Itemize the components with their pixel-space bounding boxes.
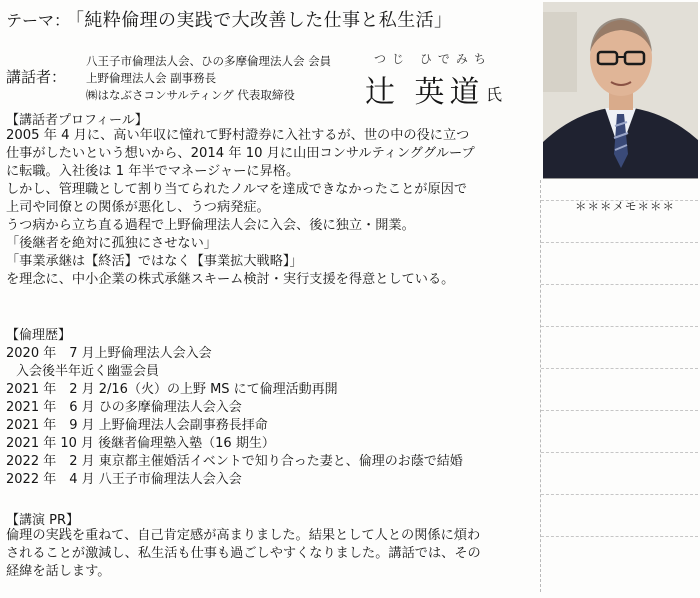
speaker-photo <box>543 2 698 179</box>
profile-line: 「事業承継は【終活】ではなく【事業拡大戦略】」 <box>6 254 303 269</box>
memo-panel <box>540 180 698 592</box>
profile-heading: 【講話者プロフィール】 <box>6 113 148 128</box>
name-suffix: 氏 <box>486 85 503 104</box>
history-item: 2021 年 2 月 2/16（火）の上野 MS にて倫理活動再開 <box>6 382 338 397</box>
name-reading: つじ ひでみち <box>374 52 492 66</box>
pr-line: 倫理の実践を重ねて、自己肯定感が高まりました。結果として人との関係に煩わ <box>6 528 481 543</box>
history-item: 2022 年 2 月 東京都主催婚活イベントで知り合った妻と、倫理のお蔭で結婚 <box>6 454 463 469</box>
lecturer-label: 講話者： <box>6 68 67 86</box>
pr-line: されることが激減し、私生活も仕事も過ごしやすくなりました。講話では、その <box>6 546 481 561</box>
profile-line: 2005 年 4 月に、高い年収に憧れて野村證券に入社するが、世の中の役に立つ <box>6 128 470 143</box>
profile-line: しかし、管理職として割り当てられたノルマを達成できなかったことが原因で <box>6 182 468 197</box>
history-item: 2020 年 7 月上野倫理法人会入会 <box>6 346 212 361</box>
history-item: 2021 年 10 月 後継者倫理塾入塾（16 期生） <box>6 436 275 451</box>
profile-text <box>6 127 475 289</box>
affiliation-line: 上野倫理法人会 副事務長 <box>86 71 217 85</box>
theme-label: テーマ： <box>6 11 71 30</box>
profile-line: 上司や同僚との関係が悪化し、うつ病発症。 <box>6 200 270 215</box>
profile-line: に転職。入社後は 1 年半でマネージャーに昇格。 <box>6 164 300 179</box>
memo-title: ＊＊＊メモ＊＊＊ <box>575 199 675 213</box>
affiliation-line: ㈱はなぶさコンサルティング 代表取締役 <box>86 88 295 102</box>
profile-line: 仕事がしたいという想いから、2014 年 10 月に山田コンサルティンググループ <box>6 146 475 161</box>
history-item: 入会後半年近く幽霊会員 <box>16 364 160 379</box>
talk-title: 「純粋倫理の実践で大改善した仕事と私生活」 <box>66 10 453 31</box>
history-item: 2021 年 9 月 上野倫理法人会副事務長拝命 <box>6 418 268 433</box>
history-item: 2022 年 4 月 八王子市倫理法人会入会 <box>6 472 242 487</box>
profile-line: 「後継者を絶対に孤独にさせない」 <box>6 236 217 251</box>
history-heading: 【倫理歴】 <box>6 328 72 343</box>
profile-line: うつ病から立ち直る過程で上野倫理法人会に入会、後に独立・開業。 <box>6 218 415 233</box>
pr-heading: 【講演 PR】 <box>6 513 80 528</box>
history-item: 2021 年 6 月 ひの多摩倫理法人会入会 <box>6 400 242 415</box>
pr-line: 経緯を話します。 <box>6 564 111 579</box>
pr-text <box>6 527 481 581</box>
affiliation-line: 八王子市倫理法人会、ひの多摩倫理法人会 会員 <box>86 54 332 68</box>
profile-line: を理念に、中小企業の株式承継スキーム検討・実行支援を得意としている。 <box>6 272 455 287</box>
speaker-name: 辻 英道 <box>365 75 485 110</box>
